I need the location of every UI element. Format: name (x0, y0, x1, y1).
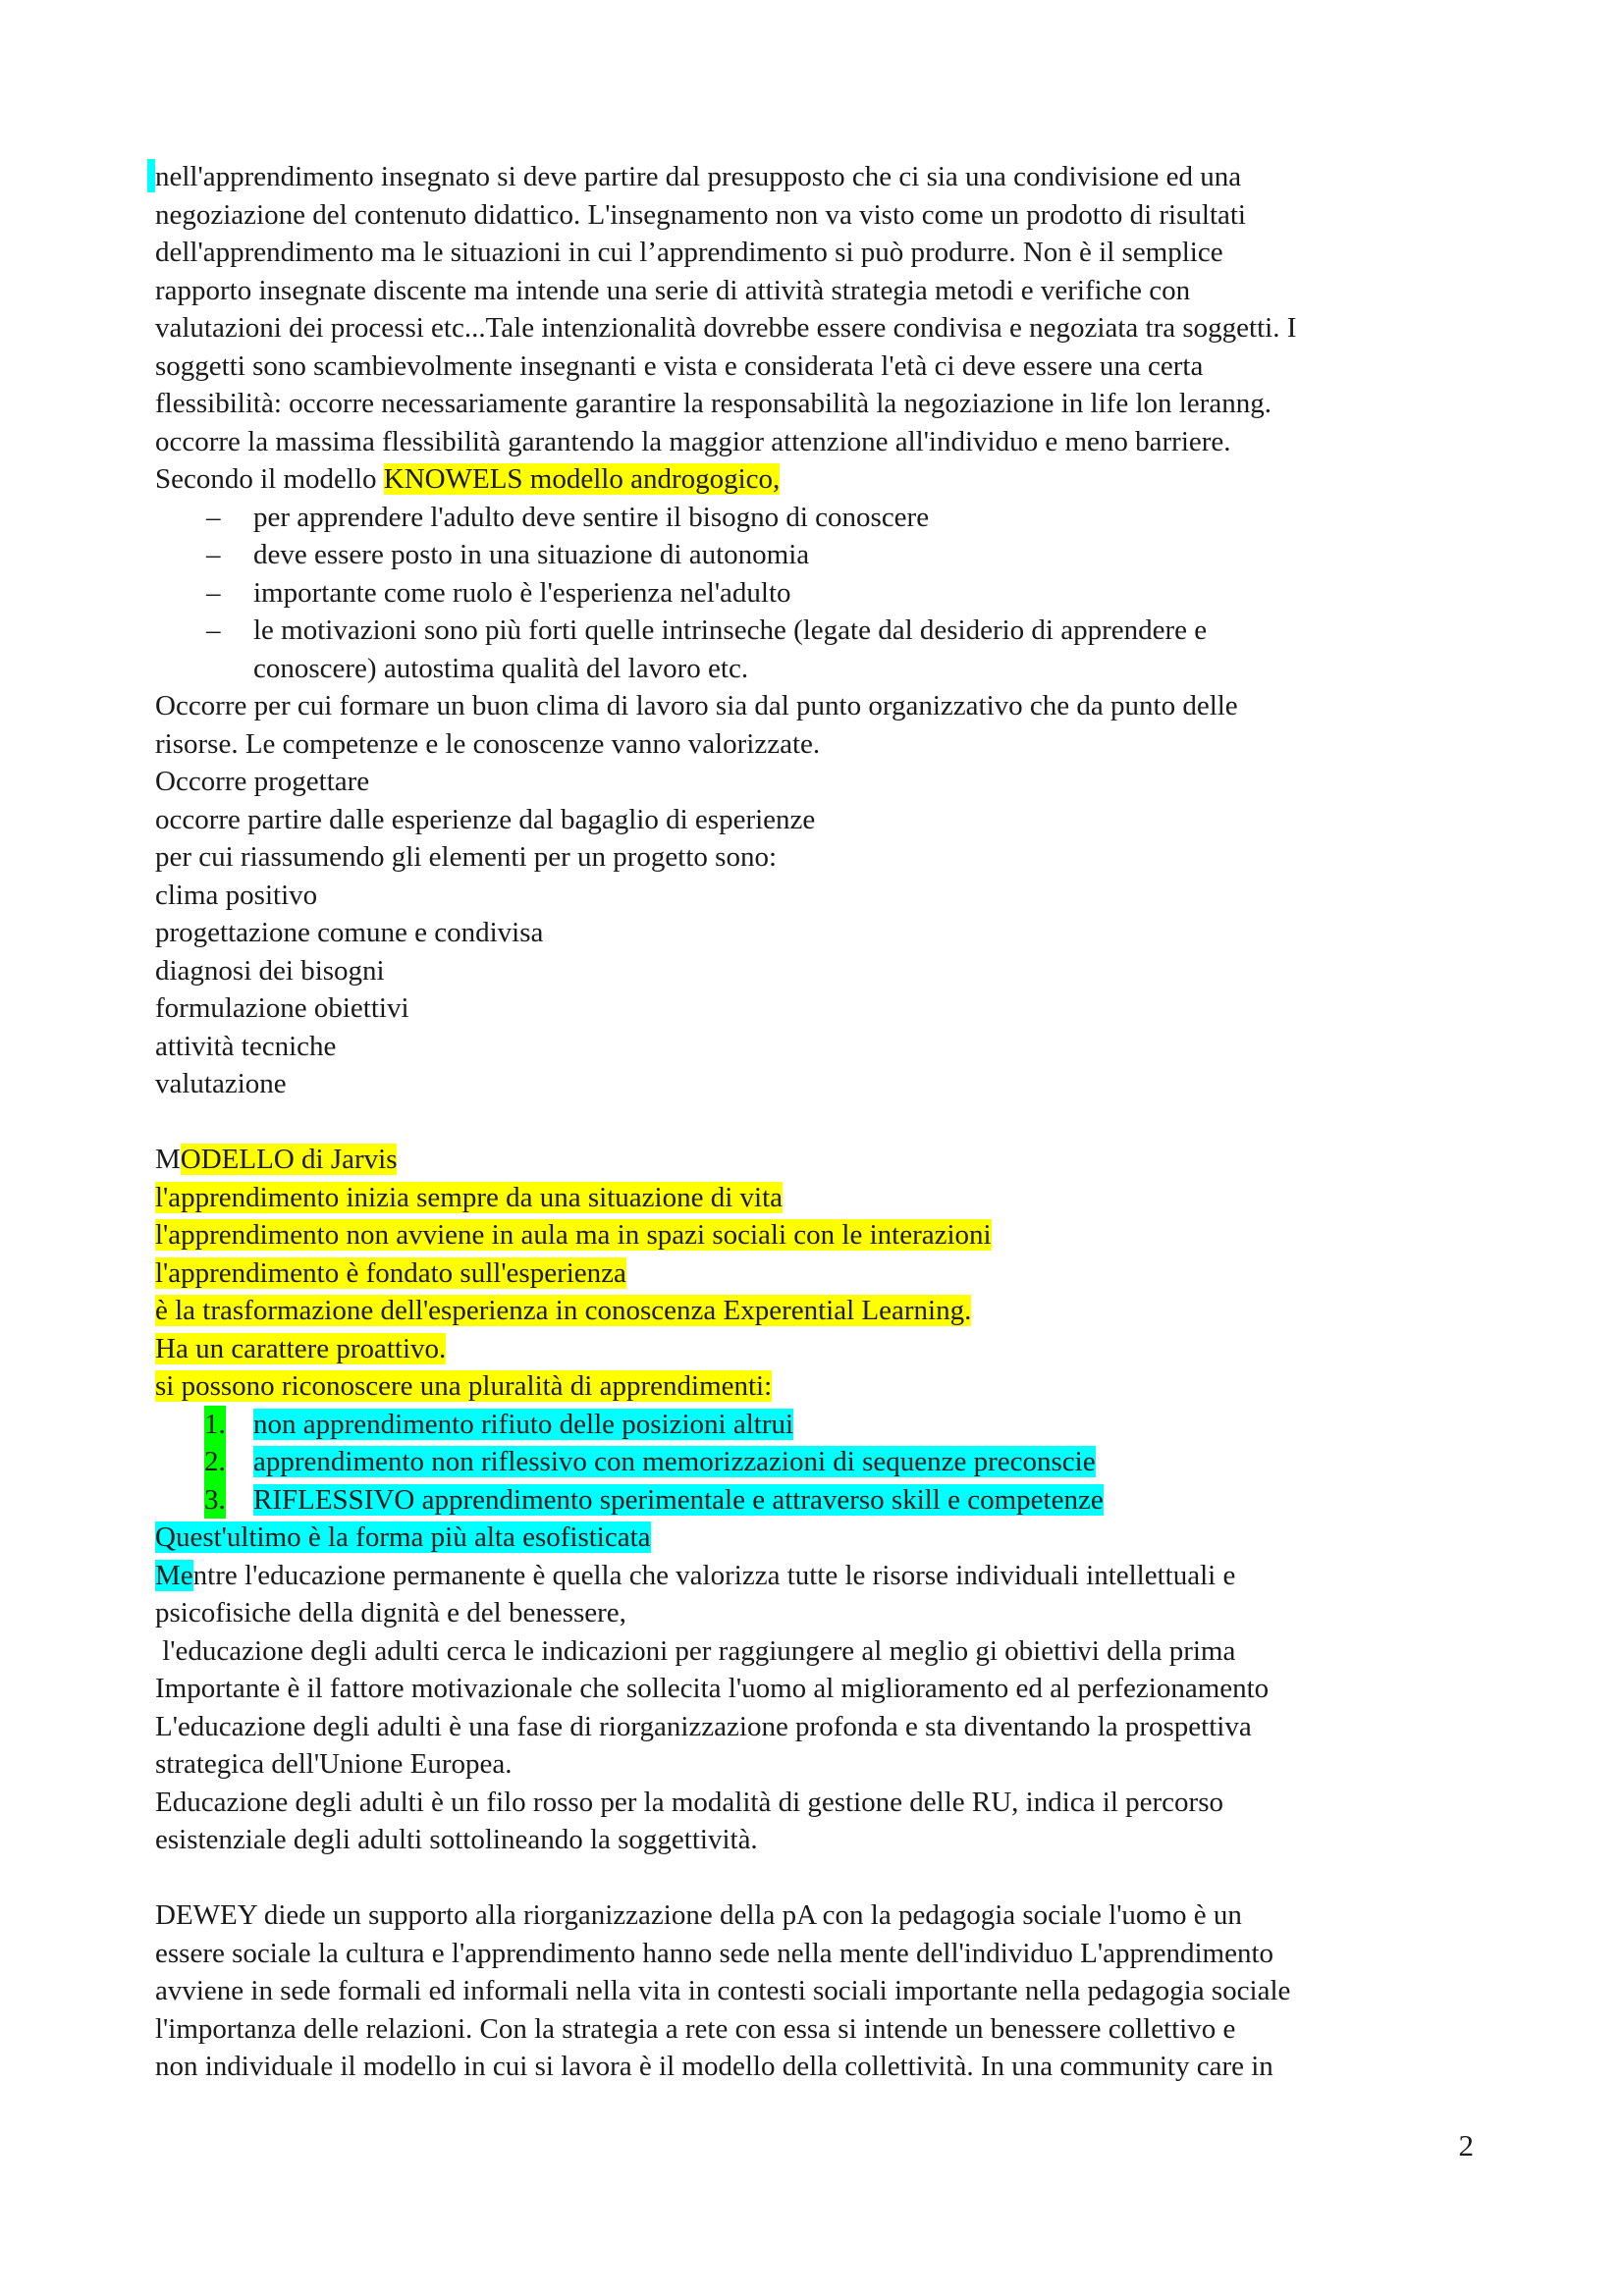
jarvis-line: l'apprendimento non avviene in aula ma in spazi sociali con le interazioni (155, 1219, 992, 1251)
paragraph-line: Occorre progettare (155, 766, 370, 797)
knowels-highlight: KNOWELS modello androgogico, (383, 463, 781, 495)
numbered-list-item: 3. RIFLESSIVO apprendimento sperimentale e attraverso skill e competenze (155, 1481, 1490, 1520)
paragraph-line: L'educazione degli adulti è una fase di riorganizzazione profonda e sta diventando la prospettiva (155, 1710, 1252, 1742)
knowels-heading: Secondo il modello KNOWELS modello androgogico, (155, 463, 781, 495)
paragraph-line: dell'apprendimento ma le situazioni in cui l’apprendimento si può produrre. Non è il semplice (155, 237, 1223, 268)
page-number: 2 (1458, 2128, 1474, 2163)
dash-list-item: – deve essere posto in una situazione di autonomia (206, 539, 810, 570)
paragraph-line: occorre partire dalle esperienze dal bagaglio di esperienze (155, 803, 816, 835)
list-line: attività tecniche (155, 1030, 337, 1062)
paragraph-line: Occorre per cui formare un buon clima di lavoro sia dal punto organizzativo che da punto delle (155, 690, 1238, 721)
jarvis-line: Ha un carattere proattivo. (155, 1332, 447, 1364)
paragraph-line: soggetti sono scambievolmente insegnanti e vista e considerata l'età ci deve essere una certa (155, 349, 1204, 382)
list-line: progettazione comune e condivisa (155, 917, 544, 948)
paragraph-line: Mentre l'educazione permanente è quella che valorizza tutte le risorse individuali intellettuali e (155, 1559, 1236, 1591)
dash-list-item: – le motivazioni sono più forti quelle intrinseche (legate dal desiderio di apprendere e (206, 614, 1208, 646)
numbered-list-item: 1. non apprendimento rifiuto delle posizioni altrui (155, 1406, 1490, 1444)
paragraph-line: negoziazione del contenuto didattico. L'insegnamento non va visto come un prodotto di risultati (155, 198, 1246, 231)
jarvis-heading: MODELLO di Jarvis (155, 1144, 398, 1175)
dewey-line: essere sociale la cultura e l'apprendimento hanno sede nella mente dell'individuo L'apprendimento (155, 1937, 1274, 1969)
dewey-line: non individuale il modello in cui si lavora è il modello della collettività. In una community care in (155, 2051, 1273, 2082)
jarvis-line: è la trasformazione dell'esperienza in conoscenza Experential Learning. (155, 1295, 972, 1326)
text-cursor-highlight (147, 159, 155, 192)
dash-list-item-continuation: conoscere) autostima qualità del lavoro etc. (253, 652, 749, 684)
paragraph-line: esistenziale degli adulti sottolineando la soggettività. (155, 1824, 758, 1855)
jarvis-line: l'apprendimento inizia sempre da una situazione di vita (155, 1181, 783, 1213)
dewey-line: DEWEY diede un supporto alla riorganizzazione della pA con la pedagogia sociale l'uomo è un (155, 1899, 1242, 1931)
paragraph-line: valutazioni dei processi etc...Tale intenzionalità dovrebbe essere condivisa e negoziata tra soggetti. I (155, 312, 1297, 344)
dewey-line: avviene in sede formali ed informali nella vita in contesti sociali importante nella pedagogia sociale (155, 1975, 1291, 2006)
list-line: valutazione (155, 1068, 287, 1099)
list-line: diagnosi dei bisogni (155, 954, 385, 987)
blank-line (155, 1103, 1490, 1142)
paragraph-line: rapporto insegnate discente ma intende una serie di attività strategia metodi e verifiche con (155, 274, 1191, 306)
dewey-line: l'importanza delle relazioni. Con la strategia a rete con essa si intende un benessere collettivo e (155, 2012, 1236, 2045)
paragraph-line: per cui riassumendo gli elementi per un progetto sono: (155, 841, 778, 873)
paragraph-line: Educazione degli adulti è un filo rosso per la modalità di gestione delle RU, indica il percorso (155, 1786, 1223, 1818)
blank-line (155, 1859, 1490, 1897)
numbered-list-item: 2. apprendimento non riflessivo con memorizzazioni di sequenze preconscie (155, 1443, 1490, 1481)
paragraph-line: nell'apprendimento insegnato si deve partire dal presupposto che ci sia una condivisione ed una (155, 158, 1490, 196)
paragraph-line: psicofisiche della dignità e del benessere, (155, 1597, 626, 1629)
jarvis-line: l'apprendimento è fondato sull'esperienza (155, 1256, 626, 1289)
dash-list-item: – per apprendere l'adulto deve sentire il bisogno di conoscere (206, 501, 930, 533)
list-line: clima positivo (155, 879, 318, 911)
paragraph-line: l'educazione degli adulti cerca le indicazioni per raggiungere al meglio gi obiettivi della prima (155, 1634, 1236, 1667)
paragraph-line: strategica dell'Unione Europea. (155, 1748, 513, 1780)
paragraph-line: occorre la massima flessibilità garantendo la maggior attenzione all'individuo e meno barriere. (155, 425, 1231, 457)
jarvis-conclusion: Quest'ultimo è la forma più alta esofisticata (155, 1522, 651, 1553)
paragraph-line: risorse. Le competenze e le conoscenze vanno valorizzate. (155, 727, 821, 760)
paragraph-line: flessibilità: occorre necessariamente garantire la responsabilità la negoziazione in life lon leranng. (155, 388, 1271, 419)
dash-list-item: – importante come ruolo è l'esperienza nel'adulto (206, 576, 791, 609)
paragraph-line: Importante è il fattore motivazionale che sollecita l'uomo al miglioramento ed al perfezionamento (155, 1673, 1270, 1704)
jarvis-line: si possono riconoscere una pluralità di apprendimenti: (155, 1370, 773, 1402)
document-body (155, 158, 1490, 2086)
list-line: formulazione obiettivi (155, 992, 409, 1024)
